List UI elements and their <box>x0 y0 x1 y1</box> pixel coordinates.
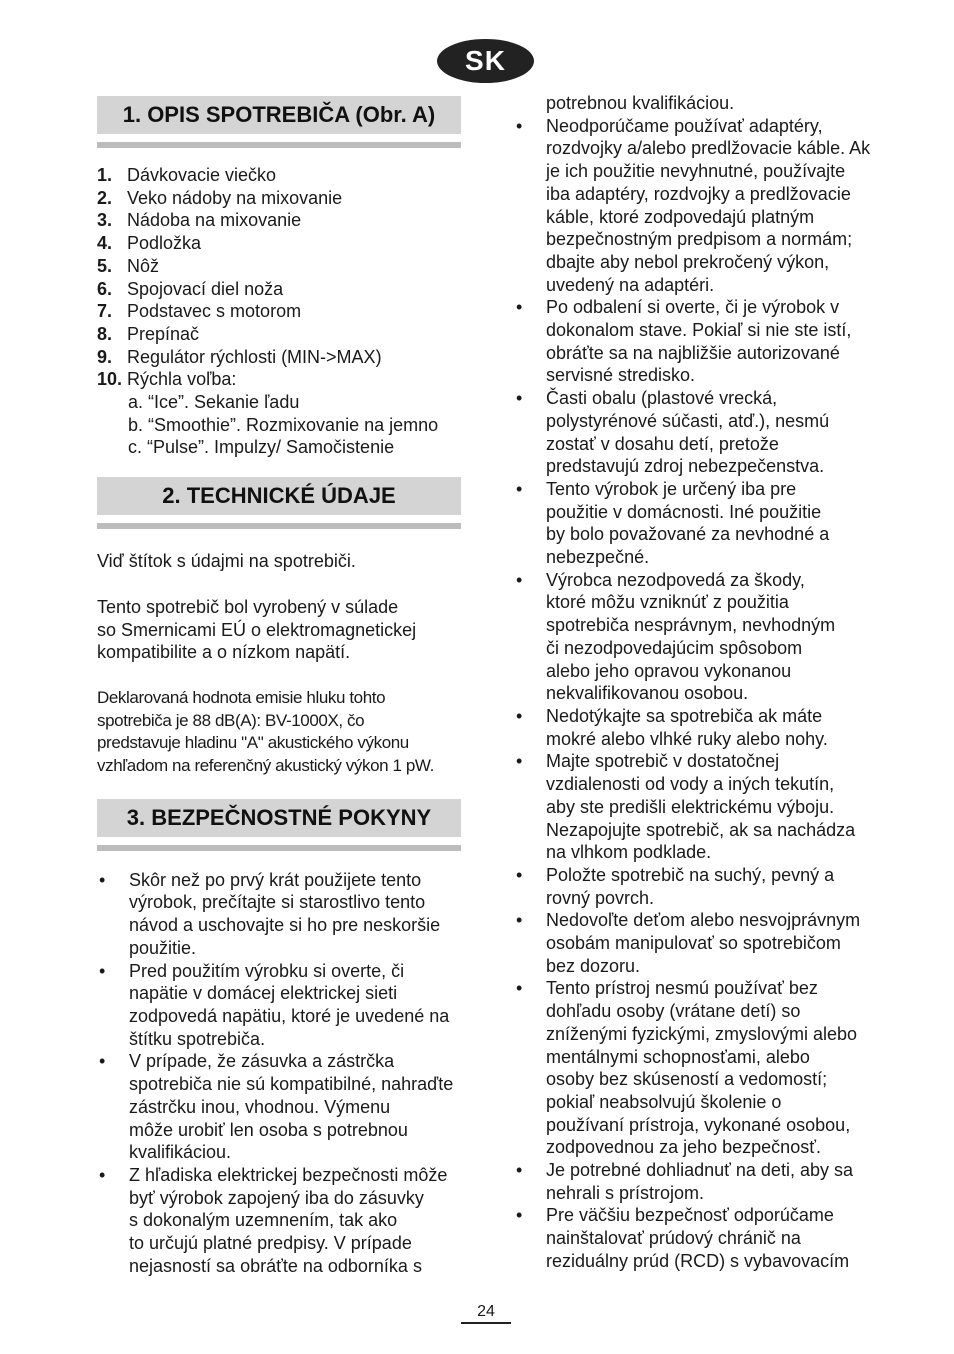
list-item-continuation: potrebnou kvalifikáciou. <box>546 93 735 113</box>
section-divider <box>97 523 461 529</box>
list-item: • Pre väčšiu bezpečnosť odporúčame nainštalovať prúdový chránič na reziduálny prúd (RCD) s vybavovacím <box>516 1205 850 1271</box>
right-column <box>514 92 894 1273</box>
list-item: 3. Nádoba na mixovanie <box>97 210 302 231</box>
list-item: 10. Rýchla voľba: <box>97 369 237 390</box>
list-item: • Neodporúčame používať adaptéry, rozdvojky a/alebo predlžovacie káble. Ak je ich použitie nevyhnutné, používajte iba adaptéry, rozdvojky a predlžovacie káble, ktoré zodpovedajú platným bezpečnostným predpisom a normám; dbajte aby nebol prekročený výkon, uvedený na adaptéri. <box>516 115 871 295</box>
list-item: • Tento prístroj nesmú používať bez dohľadu osoby (vrátane detí) so zníženými fyzickými, zmyslovými alebo mentálnymi schopnosťami, alebo osoby bez skúseností a vedomostí; pokiaľ neabsolvujú školenie o používaní prístroja, vykonané osobou, zodpovednou za jeho bezpečnosť. <box>516 978 858 1158</box>
list-item: • Nedotýkajte sa spotrebiča ak máte mokré alebo vlhké ruky alebo nohy. <box>516 705 828 749</box>
list-item: 8. Prepínač <box>97 323 200 344</box>
list-item: • Položte spotrebič na suchý, pevný a rovný povrch. <box>516 864 835 908</box>
section-divider <box>97 845 461 851</box>
list-item: 4. Podložka <box>97 233 202 254</box>
tech-label-note: Viď štítok s údajmi na spotrebiči. <box>97 551 356 572</box>
list-item: 6. Spojovací diel noža <box>97 278 284 299</box>
section-1-header <box>97 96 461 148</box>
section-2-title: 2. TECHNICKÉ ÚDAJE <box>97 477 461 515</box>
list-item: • Majte spotrebič v dostatočnej vzdialenosti od vody a iných tekutín, aby ste predišli elektrickému výboju. Nezapojujte spotrebič, ak sa nachádza na vlhkom podklade. <box>516 751 856 863</box>
safety-list-right <box>514 92 894 1273</box>
list-item: • Po odbalení si overte, či je výrobok v dokonalom stave. Pokiaľ si nie ste istí, obráťte sa na najbližšie autorizované servisné stredisko. <box>516 297 852 386</box>
page-number-rule <box>461 1322 511 1324</box>
noise-emission-text: Deklarovaná hodnota emisie hluku tohto spotrebiča je 88 dB(A): BV-1000X, čo predstavuje hladinu "A" akustického výkonu vzhľadom na referenčný akustický výkon 1 pW. <box>97 687 434 776</box>
language-badge: SK <box>437 39 534 83</box>
list-item: • Tento výrobok je určený iba pre použitie v domácnosti. Iné použitie by bolo považované za nevhodné a nebezpečné. <box>516 478 830 568</box>
list-item: • Časti obalu (plastové vrecká, polystyrénové súčasti, atď.), nesmú zostať v dosahu detí, pretože predstavujú zdroj nebezpečenstva. <box>516 388 830 477</box>
list-item: • V prípade, že zásuvka a zástrčka spotrebiča nie sú kompatibilné, nahraďte zástrčku inou, vhodnou. Výmenu môže urobiť len osoba s potrebnou kvalifikáciou. <box>99 1051 454 1163</box>
left-column <box>97 96 463 1277</box>
section-3-header <box>97 799 461 851</box>
list-item: 5. Nôž <box>97 255 160 276</box>
parts-list <box>97 164 463 459</box>
list-item: 1. Dávkovacie viečko <box>97 165 277 185</box>
section-3-title: 3. BEZPEČNOSTNÉ POKYNY <box>97 799 461 837</box>
eu-compliance-text: Tento spotrebič bol vyrobený v súlade so Smernicami EÚ o elektromagnetickej kompatibilite a o nízkom napätí. <box>97 596 417 663</box>
safety-list-left <box>97 869 463 1278</box>
list-subitem: a. “Ice”. Sekanie ľadu <box>128 392 300 413</box>
list-subitem: b. “Smoothie”. Rozmixovanie na jemno <box>128 414 439 435</box>
list-item: • Je potrebné dohliadnuť na deti, aby sa nehrali s prístrojom. <box>516 1160 853 1203</box>
list-item: • Skôr než po prvý krát použijete tento výrobok, prečítajte si starostlivo tento návod a uschovajte si ho pre neskoršie použitie. <box>99 869 441 958</box>
page-number: 24 <box>477 1303 495 1320</box>
section-1-title: 1. OPIS SPOTREBIČA (Obr. A) <box>97 96 461 134</box>
list-item: • Pred použitím výrobku si overte, či napätie v domácej elektrickej sieti zodpovedá napätiu, ktoré je uvedené na štítku spotrebiča. <box>99 960 450 1049</box>
list-item: • Výrobca nezodpovedá za škody, ktoré môžu vzniknúť z použitia spotrebiča nesprávnym, nevhodným či nezodpovedajúcim spôsobom alebo jeho opravou vykonanou nekvalifikovanou osobou. <box>516 569 836 704</box>
section-2-header <box>97 477 461 529</box>
list-item: • Z hľadiska elektrickej bezpečnosti môže byť výrobok zapojený iba do zásuvky s dokonalým uzemnením, tak ako to určujú platné predpisy. V prípade nejasností sa obráťte na odborníka s <box>99 1164 448 1276</box>
section-divider <box>97 142 461 148</box>
list-item: 7. Podstavec s motorom <box>97 301 302 322</box>
list-item: 9. Regulátor rýchlosti (MIN->MAX) <box>97 346 382 367</box>
list-item: • Nedovoľte deťom alebo nesvojprávnym osobám manipulovať so spotrebičom bez dozoru. <box>516 910 861 976</box>
list-subitem: c. “Pulse”. Impulzy/ Samočistenie <box>128 437 395 458</box>
list-item: 2. Veko nádoby na mixovanie <box>97 187 343 208</box>
